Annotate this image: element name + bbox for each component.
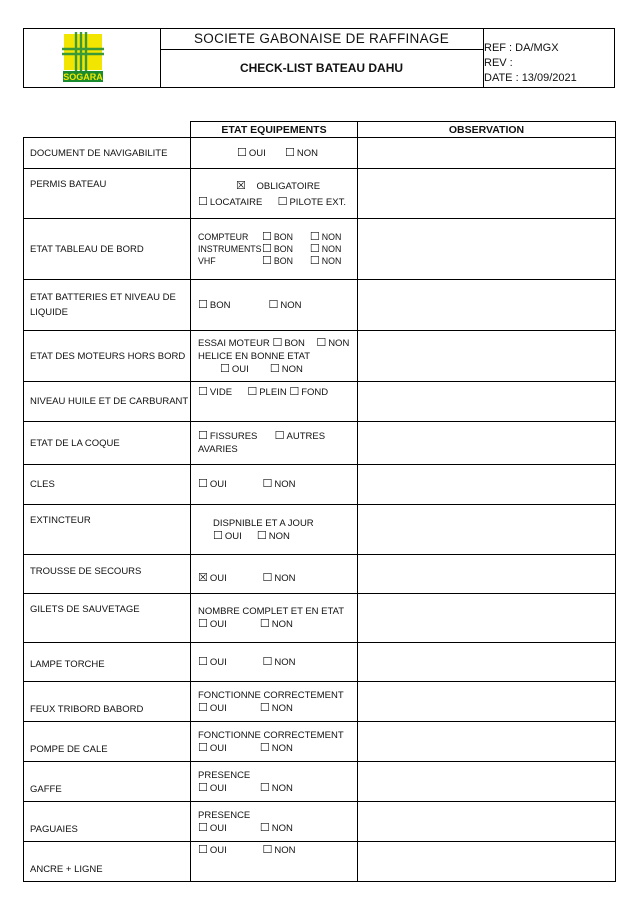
checkbox-essai-bon[interactable]: ☐ — [272, 336, 283, 349]
table-row — [24, 465, 616, 505]
equipment-cell: ☐ BON ☐ NON — [191, 280, 358, 331]
table-row — [24, 594, 616, 643]
equipment-cell: FONCTIONNE CORRECTEMENT ☐ OUI ☐ NON — [191, 722, 358, 762]
observation-cell[interactable] — [358, 331, 616, 382]
row-label: PAGUAIES — [24, 802, 191, 842]
reference-block — [484, 41, 577, 86]
document-header — [23, 28, 615, 88]
row-label: ETAT DES MOTEURS HORS BORD — [24, 331, 191, 382]
row-label: LAMPE TORCHE — [24, 643, 191, 682]
observation-cell[interactable] — [358, 422, 616, 465]
title-cell — [160, 29, 484, 87]
row-label: ETAT TABLEAU DE BORD — [24, 219, 191, 280]
observation-cell[interactable] — [358, 505, 616, 555]
row-label: EXTINCTEUR — [24, 505, 191, 555]
equipment-cell: NOMBRE COMPLET ET EN ETAT ☐ OUI ☐ NON — [191, 594, 358, 643]
checkbox-oui[interactable]: ☐ — [198, 618, 208, 630]
observation-cell[interactable] — [358, 465, 616, 505]
equipment-cell: ☐ FISSURES ☐ AUTRES AVARIES — [191, 422, 358, 465]
sogara-logo — [24, 29, 160, 87]
logo-text: SOGARA — [63, 72, 103, 82]
observation-cell[interactable] — [358, 382, 616, 422]
table-row — [24, 505, 616, 555]
observation-cell[interactable] — [358, 762, 616, 802]
table-row — [24, 280, 616, 331]
company-name: SOCIETE GABONAISE DE RAFFINAGE — [160, 29, 483, 50]
checkbox-locataire[interactable]: ☐ — [198, 195, 208, 208]
col-equipment-header: ETAT EQUIPEMENTS — [191, 122, 358, 138]
row-label: FEUX TRIBORD BABORD — [24, 682, 191, 722]
checkbox-compteur-non[interactable]: ☐ — [309, 231, 320, 243]
row-label: CLES — [24, 465, 191, 505]
observation-cell[interactable] — [358, 802, 616, 842]
checkbox-non[interactable]: ☐ — [262, 844, 273, 856]
table-row — [24, 555, 616, 594]
checkbox-vhf-bon[interactable]: ☐ — [262, 255, 272, 267]
table-row — [24, 219, 616, 280]
checkbox-instruments-non[interactable]: ☐ — [309, 243, 320, 255]
equipment-cell: ☐ OUI ☐ NON — [191, 643, 358, 682]
observation-cell[interactable] — [358, 594, 616, 643]
checklist-table — [23, 121, 616, 882]
row-label: DOCUMENT DE NAVIGABILITE — [24, 138, 191, 169]
equipment-cell: ESSAI MOTEUR ☐ BON ☐ NON HELICE EN BONNE ETAT ☐ OUI ☐ NON — [191, 331, 358, 382]
table-row — [24, 762, 616, 802]
checkbox-compteur-bon[interactable]: ☐ — [262, 231, 272, 243]
checkbox-oui[interactable]: ☐ — [198, 655, 208, 668]
row-label: ANCRE + LIGNE — [24, 842, 191, 882]
checkbox-oui[interactable]: ☐ — [198, 844, 208, 856]
checkbox-vhf-non[interactable]: ☐ — [309, 255, 320, 267]
checkbox-fond[interactable]: ☐ — [289, 386, 300, 398]
row-label: GAFFE — [24, 762, 191, 802]
checkbox-plein[interactable]: ☐ — [247, 386, 258, 398]
table-row — [24, 643, 616, 682]
logo-cell — [24, 29, 161, 87]
table-row — [24, 802, 616, 842]
table-row — [24, 842, 616, 882]
checkbox-pilote[interactable]: ☐ — [277, 195, 288, 208]
table-row — [24, 382, 616, 422]
checkbox-oui[interactable]: ☐ — [236, 146, 247, 159]
equipment-cell: PRESENCE ☐ OUI ☐ NON — [191, 762, 358, 802]
row-label: ETAT DE LA COQUE — [24, 422, 191, 465]
table-head-row — [24, 122, 616, 138]
equipment-cell: ☒ OUI ☐ NON — [191, 555, 358, 594]
checkbox-oui[interactable]: ☒ — [198, 571, 208, 584]
checkbox-non[interactable]: ☐ — [256, 529, 267, 542]
row-label: TROUSSE DE SECOURS — [24, 555, 191, 594]
row-label: NIVEAU HUILE ET DE CARBURANT — [24, 382, 191, 422]
checkbox-obligatoire[interactable]: ☒ — [236, 179, 246, 192]
observation-cell[interactable] — [358, 682, 616, 722]
observation-cell[interactable] — [358, 219, 616, 280]
checkbox-bon[interactable]: ☐ — [198, 298, 208, 311]
checkbox-non[interactable]: ☐ — [262, 571, 273, 584]
table-row — [24, 138, 616, 169]
checkbox-helice-oui[interactable]: ☐ — [220, 362, 230, 375]
table-row — [24, 682, 616, 722]
equipment-cell: ☐ VIDE ☐ PLEIN ☐ FOND — [191, 382, 358, 422]
checkbox-non[interactable]: ☐ — [259, 741, 270, 754]
equipment-cell: ☐ OUI ☐ NON — [191, 138, 358, 169]
row-label: ETAT BATTERIES ET NIVEAU DE LIQUIDE — [24, 280, 191, 331]
equipment-cell: COMPTEUR ☐ BON ☐ NON INSTRUMENTS☐ BON ☐ NON VHF ☐ BON ☐ NON — [191, 219, 358, 280]
observation-cell[interactable] — [358, 280, 616, 331]
observation-cell[interactable] — [358, 138, 616, 169]
checkbox-non[interactable]: ☐ — [259, 701, 270, 714]
observation-cell[interactable] — [358, 722, 616, 762]
row-label: GILETS DE SAUVETAGE — [24, 594, 191, 643]
checkbox-non[interactable]: ☐ — [259, 781, 270, 794]
checkbox-non[interactable]: ☐ — [268, 298, 279, 311]
equipment-cell: DISPNIBLE ET A JOUR ☐ OUI ☐ NON — [191, 505, 358, 555]
checkbox-oui[interactable]: ☐ — [198, 701, 208, 714]
table-row — [24, 169, 616, 219]
observation-cell[interactable] — [358, 842, 616, 882]
checkbox-non[interactable]: ☐ — [262, 478, 273, 490]
checkbox-essai-non[interactable]: ☐ — [316, 336, 327, 349]
checkbox-non[interactable]: ☐ — [259, 618, 270, 630]
equipment-cell: ☒ OBLIGATOIRE ☐ LOCATAIRE ☐ PILOTE EXT. — [191, 169, 358, 219]
checkbox-helice-non[interactable]: ☐ — [269, 362, 280, 375]
equipment-cell: ☐ OUI ☐ NON — [191, 465, 358, 505]
checkbox-vide[interactable]: ☐ — [198, 386, 208, 398]
checkbox-oui[interactable]: ☐ — [198, 781, 208, 794]
checkbox-autres-avaries[interactable]: ☐ — [274, 430, 285, 442]
row-label: PERMIS BATEAU — [24, 169, 191, 219]
equipment-cell: ☐ OUI ☐ NON — [191, 842, 358, 882]
checkbox-oui[interactable]: ☐ — [198, 478, 208, 490]
checkbox-non[interactable]: ☐ — [262, 655, 273, 668]
observation-cell[interactable] — [358, 643, 616, 682]
checkbox-oui[interactable]: ☐ — [213, 529, 223, 542]
checkbox-non[interactable]: ☐ — [259, 821, 270, 834]
document-title: CHECK-LIST BATEAU DAHU — [239, 61, 404, 75]
table-row — [24, 331, 616, 382]
table-row — [24, 722, 616, 762]
checkbox-non[interactable]: ☐ — [285, 146, 295, 159]
table-row — [24, 422, 616, 465]
checkbox-fissures[interactable]: ☐ — [198, 430, 208, 442]
checkbox-oui[interactable]: ☐ — [198, 741, 208, 754]
ref-line: REF : DA/MGX — [484, 42, 559, 54]
checkbox-oui[interactable]: ☐ — [198, 821, 208, 834]
observation-cell[interactable] — [358, 169, 616, 219]
rev-line: REV : — [484, 57, 513, 69]
col-observation-header: OBSERVATION — [358, 122, 616, 138]
row-label: POMPE DE CALE — [24, 722, 191, 762]
date-line: DATE : 13/09/2021 — [484, 72, 577, 84]
checkbox-instruments-bon[interactable]: ☐ — [262, 243, 272, 255]
equipment-cell: PRESENCE ☐ OUI ☐ NON — [191, 802, 358, 842]
observation-cell[interactable] — [358, 555, 616, 594]
equipment-cell: FONCTIONNE CORRECTEMENT ☐ OUI ☐ NON — [191, 682, 358, 722]
